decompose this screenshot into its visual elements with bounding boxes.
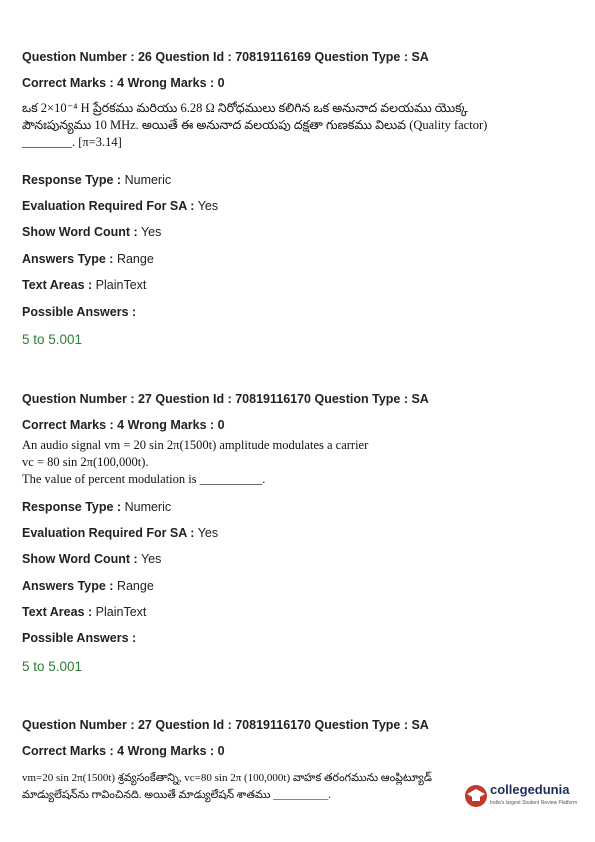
question-header: Question Number : 27 Question Id : 70819116170 Question Type : SA xyxy=(22,718,429,732)
question-line: మాడ్యులేషన్‌ను గావించినది. అయితే మాడ్యులేషన్ శాతము __________. xyxy=(22,789,331,801)
evaluation-value: Yes xyxy=(197,199,219,213)
question-line: vc = 80 sin 2π(100,000t). xyxy=(22,455,149,469)
response-type-label: Response Type : xyxy=(22,173,122,187)
response-type-value: Numeric xyxy=(124,173,172,187)
possible-answers-label: Possible Answers : xyxy=(22,631,137,645)
marks-line: Correct Marks : 4 Wrong Marks : 0 xyxy=(22,418,225,432)
collegedunia-logo xyxy=(462,778,578,818)
question-line: An audio signal vm = 20 sin 2π(1500t) amplitude modulates a carrier xyxy=(22,438,369,452)
answers-type-value: Range xyxy=(116,579,154,593)
possible-answer: 5 to 5.001 xyxy=(22,332,83,347)
marks-line: Correct Marks : 4 Wrong Marks : 0 xyxy=(22,76,225,90)
word-count-value: Yes xyxy=(140,225,162,239)
evaluation-row xyxy=(22,526,218,540)
graduation-cap-icon xyxy=(464,782,488,810)
text-areas-value: PlainText xyxy=(95,605,147,619)
text-areas-row xyxy=(22,278,146,292)
logo-tagline: India's largest Student Review Platform xyxy=(490,800,578,806)
answers-type-value: Range xyxy=(116,252,154,266)
text-areas-label: Text Areas : xyxy=(22,605,93,619)
response-type-value: Numeric xyxy=(124,500,172,514)
text-areas-label: Text Areas : xyxy=(22,278,93,292)
logo-name: collegedunia xyxy=(490,782,570,797)
answers-type-label: Answers Type : xyxy=(22,252,114,266)
question-line: పౌనఃపున్యము 10 MHz. అయితే ఈ అనునాద వలయపు దక్షతా గుణకము విలువ (Quality factor) xyxy=(22,118,488,132)
answers-type-label: Answers Type : xyxy=(22,579,114,593)
response-type-row xyxy=(22,173,171,187)
question-line: ________. [π=3.14] xyxy=(22,135,122,149)
evaluation-value: Yes xyxy=(197,526,219,540)
possible-answers-label: Possible Answers : xyxy=(22,305,137,319)
question-header: Question Number : 27 Question Id : 70819116170 Question Type : SA xyxy=(22,392,429,406)
word-count-row xyxy=(22,552,161,566)
evaluation-label: Evaluation Required For SA : xyxy=(22,199,195,213)
answers-type-row xyxy=(22,252,154,266)
question-text xyxy=(22,100,488,151)
word-count-label: Show Word Count : xyxy=(22,225,138,239)
question-text xyxy=(22,770,452,804)
answers-type-row xyxy=(22,579,154,593)
question-text xyxy=(22,437,462,488)
word-count-value: Yes xyxy=(140,552,162,566)
question-line: ఒక 2×10⁻⁴ H ప్రేరకము మరియు 6.28 Ω నిరోధములు కలిగిన ఒక అనునాద వలయము యొక్క xyxy=(22,101,468,115)
question-header: Question Number : 26 Question Id : 70819116169 Question Type : SA xyxy=(22,50,429,64)
marks-line: Correct Marks : 4 Wrong Marks : 0 xyxy=(22,744,225,758)
question-line: vm=20 sin 2π(1500t) శ్రవ్యసంకేతాన్ని, vc=80 sin 2π (100,000t) వాహక తరంగమును ఆంప్లిట్యూడ్ xyxy=(22,772,432,784)
text-areas-value: PlainText xyxy=(95,278,147,292)
word-count-row xyxy=(22,225,161,239)
possible-answer: 5 to 5.001 xyxy=(22,659,83,674)
response-type-label: Response Type : xyxy=(22,500,122,514)
evaluation-label: Evaluation Required For SA : xyxy=(22,526,195,540)
question-line: The value of percent modulation is __________. xyxy=(22,472,266,486)
word-count-label: Show Word Count : xyxy=(22,552,138,566)
response-type-row xyxy=(22,500,171,514)
evaluation-row xyxy=(22,199,218,213)
text-areas-row xyxy=(22,605,146,619)
